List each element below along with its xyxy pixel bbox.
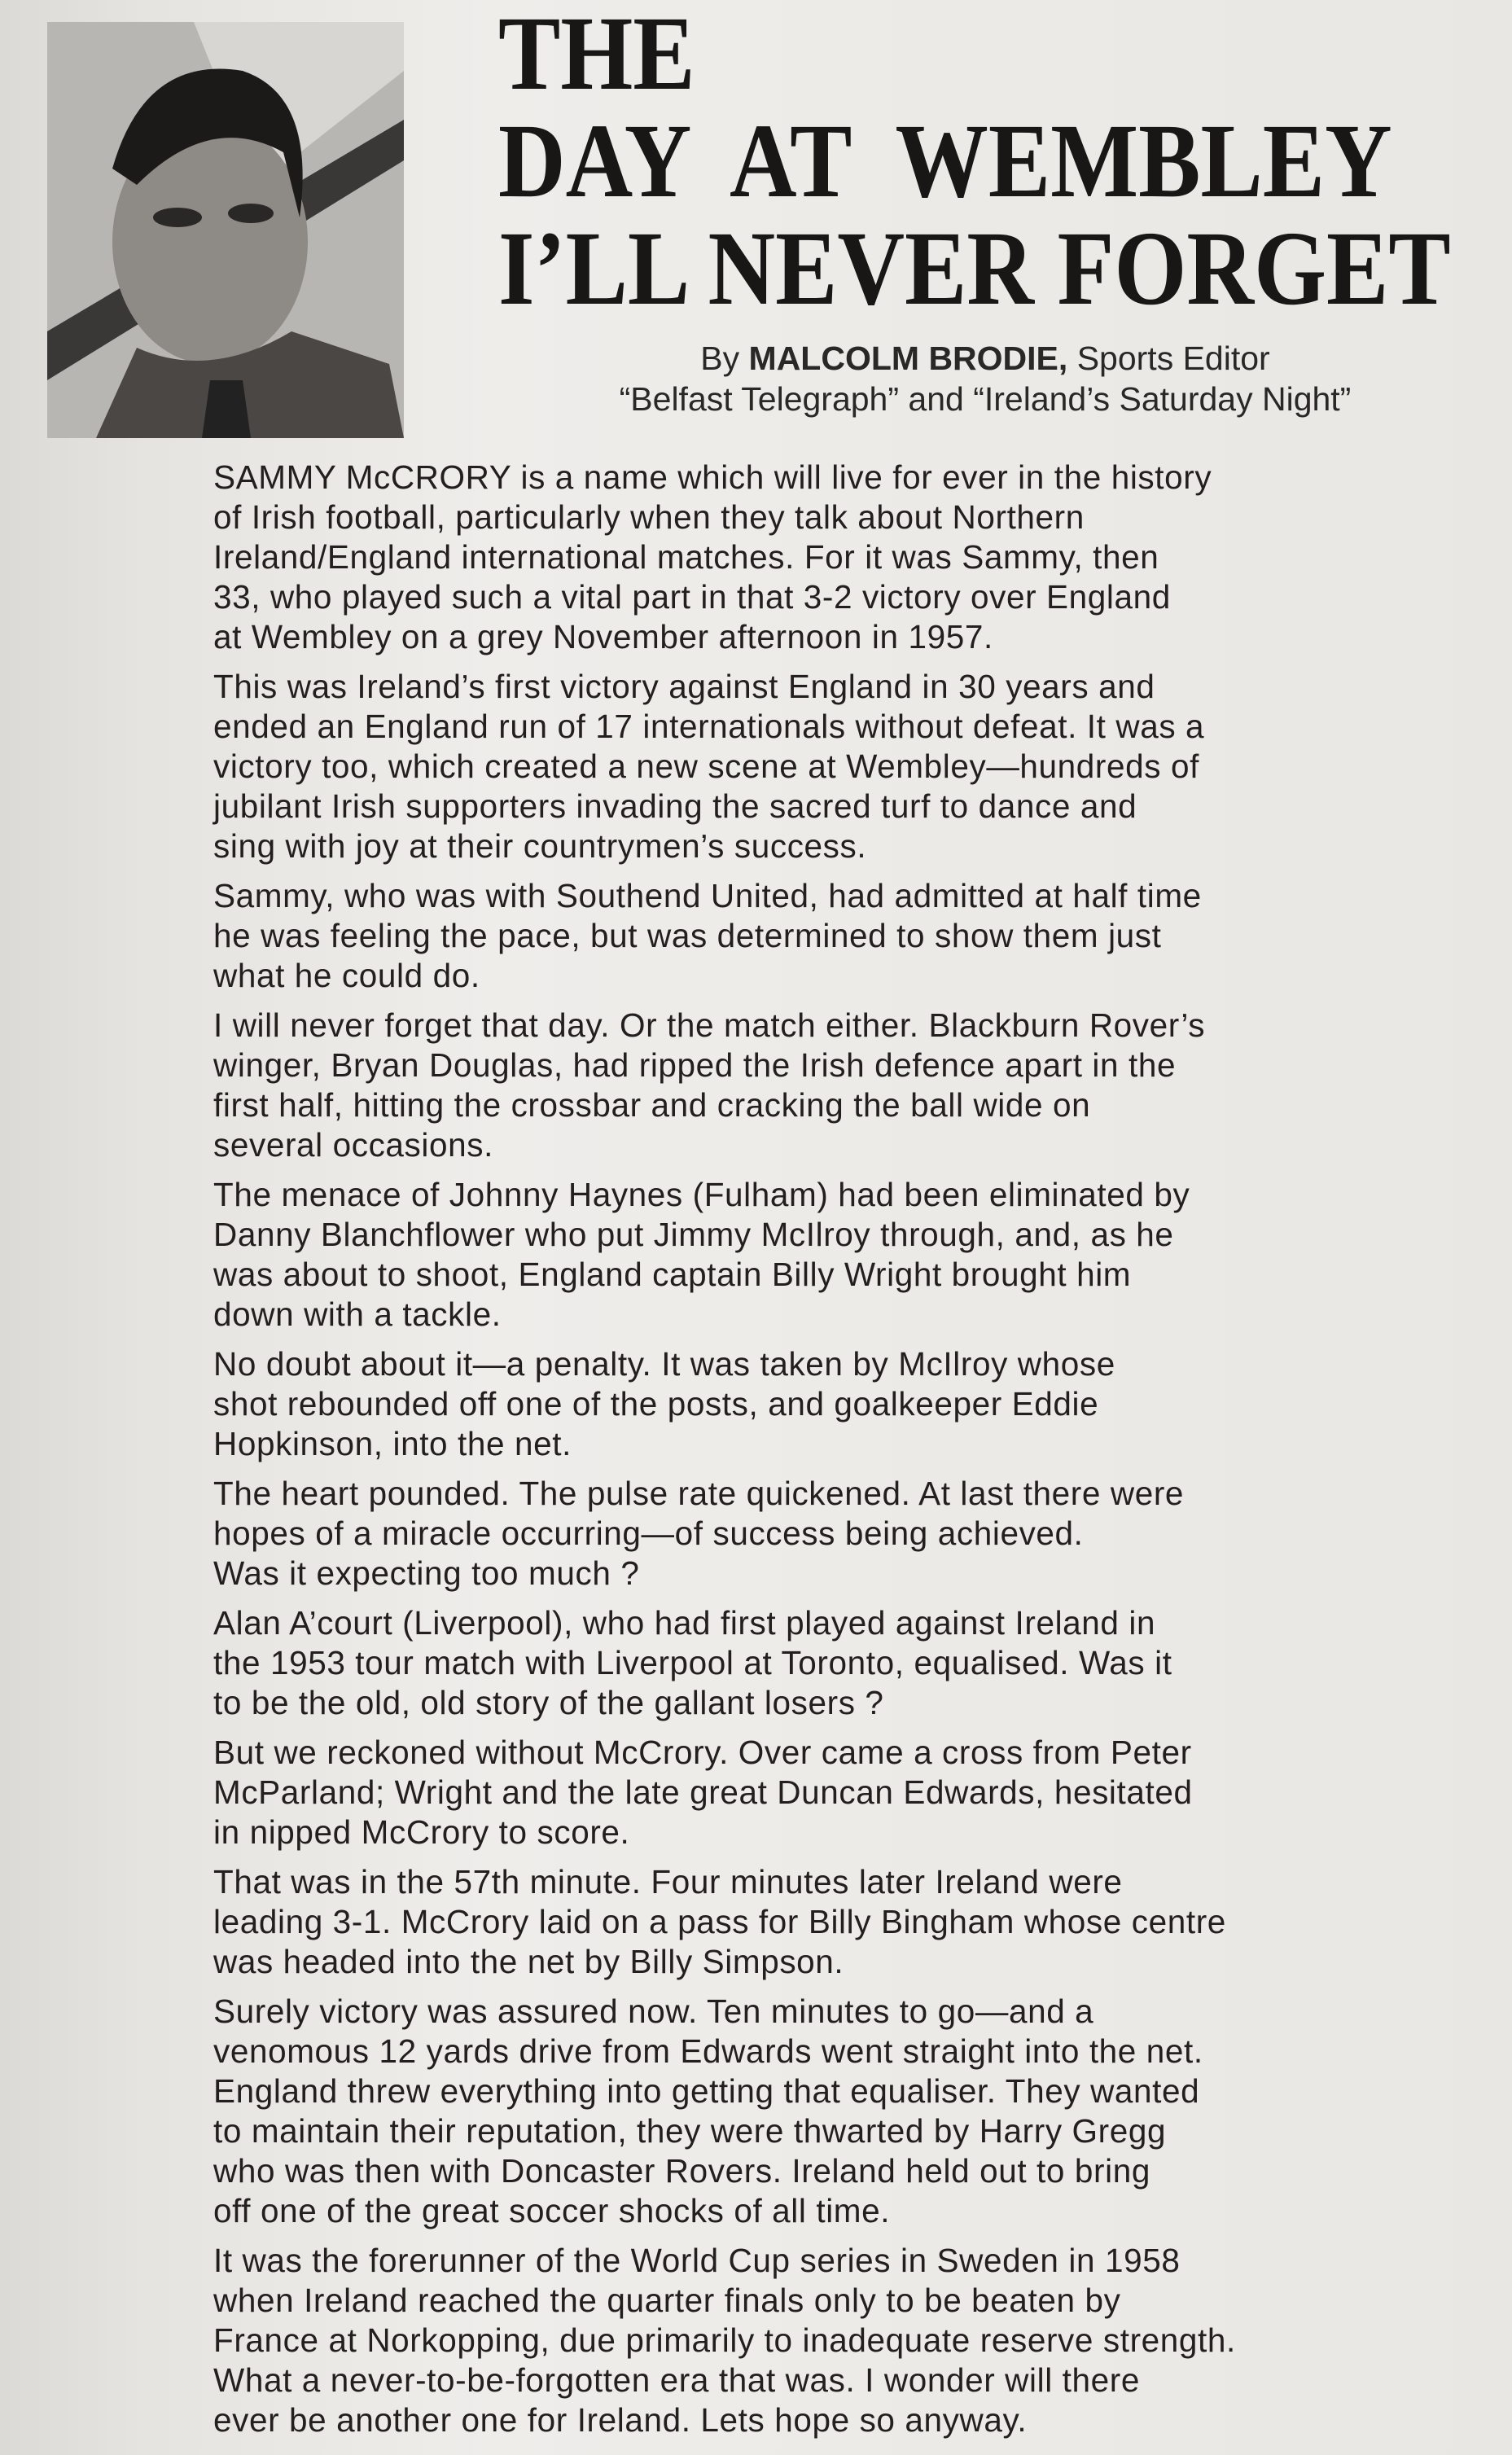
text-line: No doubt about it—a penalty. It was taken by McIlroy whose: [213, 1345, 1115, 1383]
text-line: Sammy, who was with Southend United, had admitted at half time: [213, 877, 1202, 914]
article-paragraph: [213, 1175, 1500, 1335]
article-paragraph: [213, 1474, 1500, 1594]
text-line: ever be another one for Ireland. Lets hope so anyway.: [213, 2401, 1028, 2439]
article-paragraph: [213, 1344, 1500, 1464]
text-line: The heart pounded. The pulse rate quickened. At last there were: [213, 1475, 1185, 1512]
article-paragraph: [213, 458, 1500, 657]
text-line: what he could do.: [213, 957, 480, 994]
text-line: SAMMY McCRORY is a name which will live for ever in the history: [213, 458, 1212, 496]
article-paragraph: [213, 1733, 1500, 1852]
text-line: the 1953 tour match with Liverpool at Toronto, equalised. Was it: [213, 1644, 1172, 1681]
text-line: I will never forget that day. Or the match either. Blackburn Rover’s: [213, 1006, 1206, 1044]
article-body: [213, 458, 1500, 2450]
text-line: to maintain their reputation, they were thwarted by Harry Gregg: [213, 2112, 1167, 2150]
byline: [489, 338, 1482, 419]
article-paragraph: [213, 876, 1500, 996]
text-line: victory too, which created a new scene at Wembley—hundreds of: [213, 747, 1199, 785]
text-line: first half, hitting the crossbar and cracking the ball wide on: [213, 1086, 1091, 1124]
text-line: when Ireland reached the quarter finals only to be beaten by: [213, 2282, 1121, 2319]
text-line: Alan A’court (Liverpool), who had first played against Ireland in: [213, 1604, 1156, 1642]
byline-author: MALCOLM BRODIE,: [748, 340, 1068, 377]
text-line: France at Norkopping, due primarily to inadequate reserve strength.: [213, 2321, 1236, 2359]
text-line: was headed into the net by Billy Simpson.: [213, 1943, 844, 1980]
text-line: was about to shoot, England captain Billy Wright brought him: [213, 1256, 1132, 1293]
text-line: to be the old, old story of the gallant losers ?: [213, 1684, 884, 1721]
headline: [498, 0, 1451, 327]
article-paragraph: [213, 2241, 1500, 2440]
headline-line: I’LL NEVER FORGET: [498, 210, 1451, 327]
text-line: McParland; Wright and the late great Duncan Edwards, hesitated: [213, 1773, 1193, 1811]
text-line: he was feeling the pace, but was determined to show them just: [213, 917, 1162, 954]
byline-role: Sports Editor: [1076, 340, 1270, 377]
article-paragraph: [213, 1862, 1500, 1982]
text-line: leading 3-1. McCrory laid on a pass for Billy Bingham whose centre: [213, 1903, 1226, 1940]
article-paragraph: [213, 1992, 1500, 2231]
headline-line: DAY AT WEMBLEY: [498, 103, 1392, 220]
text-line: winger, Bryan Douglas, had ripped the Irish defence apart in the: [213, 1046, 1177, 1084]
text-line: down with a tackle.: [213, 1295, 502, 1333]
text-line: shot rebounded off one of the posts, and goalkeeper Eddie: [213, 1385, 1099, 1423]
text-line: venomous 12 yards drive from Edwards went straight into the net.: [213, 2032, 1203, 2070]
text-line: off one of the great soccer shocks of all time.: [213, 2192, 891, 2229]
article-paragraph: [213, 1006, 1500, 1165]
text-line: Hopkinson, into the net.: [213, 1425, 572, 1462]
text-line: several occasions.: [213, 1126, 493, 1164]
text-line: It was the forerunner of the World Cup series in Sweden in 1958: [213, 2242, 1181, 2279]
byline-publications: “Belfast Telegraph” and “Ireland’s Saturday Night”: [619, 380, 1352, 418]
text-line: 33, who played such a vital part in that 3-2 victory over England: [213, 578, 1171, 616]
byline-prefix: By: [700, 340, 740, 377]
text-line: The menace of Johnny Haynes (Fulham) had been eliminated by: [213, 1176, 1190, 1213]
text-line: of Irish football, particularly when they talk about Northern: [213, 498, 1085, 536]
text-line: at Wembley on a grey November afternoon in 1957.: [213, 618, 993, 655]
text-line: Danny Blanchflower who put Jimmy McIlroy through, and, as he: [213, 1216, 1174, 1253]
text-line: ended an England run of 17 internationals without defeat. It was a: [213, 708, 1205, 745]
text-line: Ireland/England international matches. For it was Sammy, then: [213, 538, 1159, 576]
text-line: England threw everything into getting that equaliser. They wanted: [213, 2072, 1200, 2110]
text-line: But we reckoned without McCrory. Over came a cross from Peter: [213, 1734, 1192, 1771]
text-line: Was it expecting too much ?: [213, 1554, 640, 1592]
article-paragraph: [213, 1603, 1500, 1723]
text-line: Surely victory was assured now. Ten minutes to go—and a: [213, 1992, 1094, 2030]
text-line: This was Ireland’s first victory against England in 30 years and: [213, 668, 1155, 705]
article-paragraph: [213, 667, 1500, 866]
text-line: sing with joy at their countrymen’s success.: [213, 827, 867, 865]
text-line: jubilant Irish supporters invading the sacred turf to dance and: [213, 787, 1137, 825]
text-line: in nipped McCrory to score.: [213, 1813, 630, 1851]
text-line: What a never-to-be-forgotten era that was. I wonder will there: [213, 2361, 1140, 2399]
text-line: That was in the 57th minute. Four minutes later Ireland were: [213, 1863, 1123, 1900]
author-photo: [47, 22, 404, 438]
text-line: hopes of a miracle occurring—of success being achieved.: [213, 1515, 1084, 1552]
text-line: who was then with Doncaster Rovers. Ireland held out to bring: [213, 2152, 1150, 2190]
headline-line: THE: [498, 0, 695, 112]
